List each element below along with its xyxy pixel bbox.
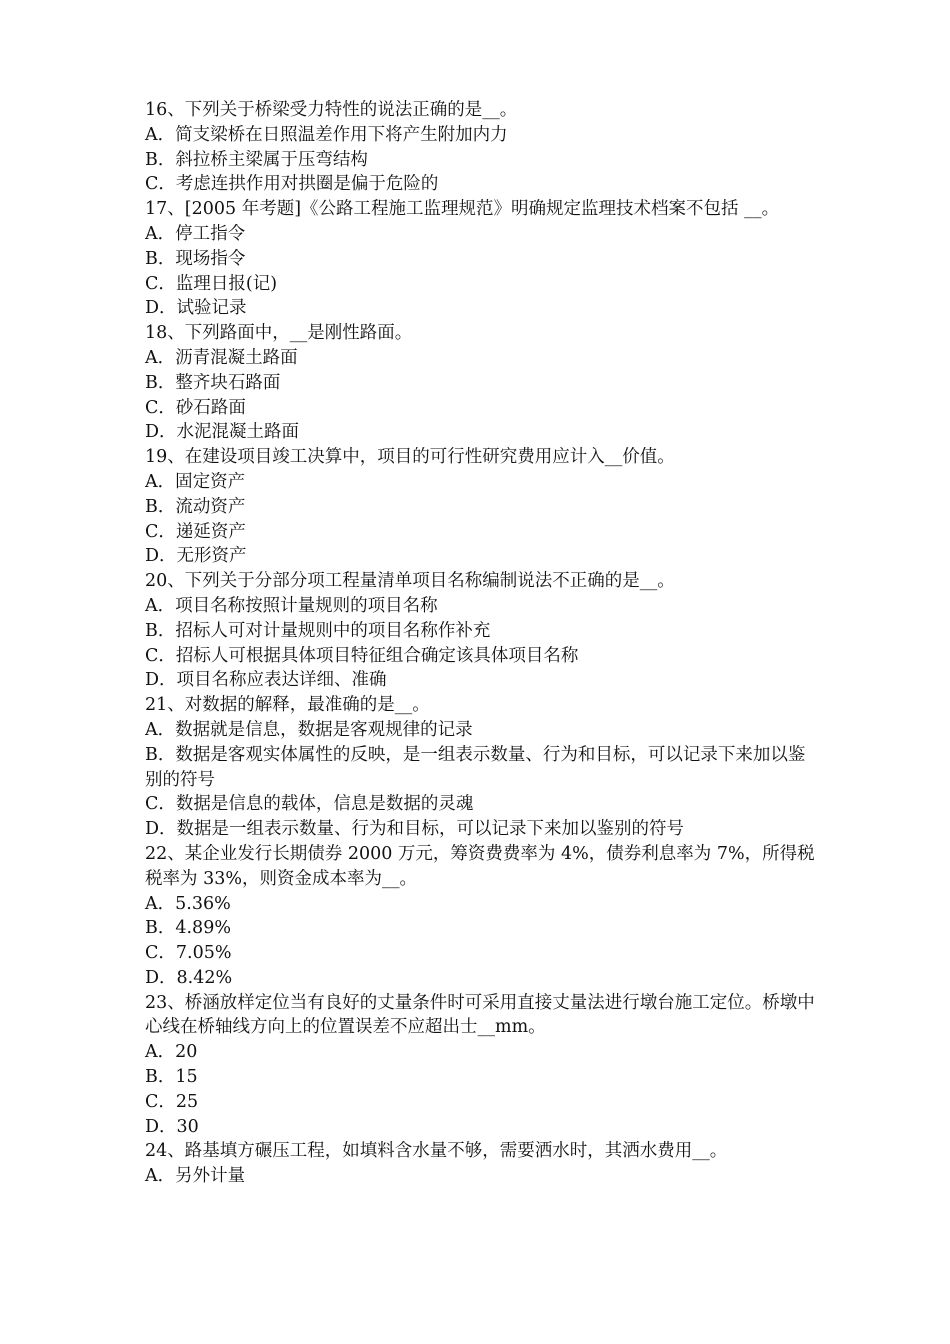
question-stem: 16、下列关于桥梁受力特性的说法正确的是__。: [145, 100, 518, 120]
question-stem: 22、某企业发行长期债券 2000 万元，筹资费费率为 4%，债券利息率为 7%，所得税税率为 33%，则资金成本率为__。: [145, 843, 815, 889]
question-stem: 20、下列关于分部分项工程量清单项目名称编制说法不正确的是__。: [145, 571, 675, 592]
option-b: B．流动资产: [145, 496, 246, 517]
option-a: A．另外计量: [145, 1166, 246, 1187]
question-20: [145, 569, 815, 693]
question-22: [145, 842, 815, 991]
option-a: A．项目名称按照计量规则的项目名称: [145, 595, 438, 616]
question-21: [145, 693, 815, 842]
option-d: D．水泥混凝土路面: [145, 422, 300, 443]
option-a: A．简支梁桥在日照温差作用下将产生附加内力: [145, 124, 508, 145]
option-b: B．15: [145, 1067, 198, 1088]
option-b: B．现场指令: [145, 248, 246, 269]
question-23: [145, 991, 815, 1140]
option-c: C．监理日报(记): [145, 273, 278, 294]
option-c: C．考虑连拱作用对拱圈是偏于危险的: [145, 174, 439, 195]
option-c: C．7.05%: [145, 943, 232, 964]
option-a: A．5.36%: [145, 893, 231, 914]
option-b: B．招标人可对计量规则中的项目名称作补充: [145, 620, 491, 641]
option-c: C．砂石路面: [145, 397, 246, 418]
question-stem: 18、下列路面中，__是刚性路面。: [145, 323, 413, 344]
option-d: D．30: [145, 1116, 199, 1137]
option-b: B．4.89%: [145, 918, 231, 939]
option-c: C．招标人可根据具体项目特征组合确定该具体项目名称: [145, 645, 579, 666]
question-stem: 24、路基填方碾压工程，如填料含水量不够，需要洒水时，其洒水费用__。: [145, 1141, 728, 1162]
question-stem: 21、对数据的解释，最准确的是__。: [145, 695, 430, 716]
option-a: A．固定资产: [145, 471, 246, 492]
question-17: [145, 197, 815, 321]
option-d: D．无形资产: [145, 546, 247, 567]
option-a: A．停工指令: [145, 223, 246, 244]
question-stem: 23、桥涵放样定位当有良好的丈量条件时可采用直接丈量法进行墩台施工定位。桥墩中心线在桥轴线方向上的位置误差不应超出士__mm。: [145, 992, 815, 1038]
option-d: D．数据是一组表示数量、行为和目标，可以记录下来加以鉴别的符号: [145, 819, 685, 840]
option-d: D．8.42%: [145, 967, 233, 988]
option-d: D．项目名称应表达详细、准确: [145, 670, 387, 691]
option-c: C．递延资产: [145, 521, 246, 542]
option-a: A．沥青混凝土路面: [145, 347, 298, 368]
option-b: B．数据是客观实体属性的反映，是一组表示数量、行为和目标，可以记录下来加以鉴别的符号: [145, 744, 806, 790]
option-c: C．25: [145, 1091, 199, 1112]
question-24: [145, 1139, 815, 1189]
question-stem: 19、在建设项目竣工决算中，项目的可行性研究费用应计入__价值。: [145, 447, 675, 468]
question-list: [145, 98, 815, 1189]
option-b: B．整齐块石路面: [145, 372, 281, 393]
question-16: [145, 98, 815, 197]
option-a: A．20: [145, 1042, 198, 1063]
question-18: [145, 321, 815, 445]
option-b: B．斜拉桥主梁属于压弯结构: [145, 149, 368, 170]
question-stem: 17、[2005 年考题]《公路工程施工监理规范》明确规定监理技术档案不包括 __。: [145, 199, 780, 220]
option-d: D．试验记录: [145, 298, 247, 319]
option-c: C．数据是信息的载体，信息是数据的灵魂: [145, 794, 474, 815]
question-19: [145, 445, 815, 569]
option-a: A．数据就是信息，数据是客观规律的记录: [145, 719, 473, 740]
